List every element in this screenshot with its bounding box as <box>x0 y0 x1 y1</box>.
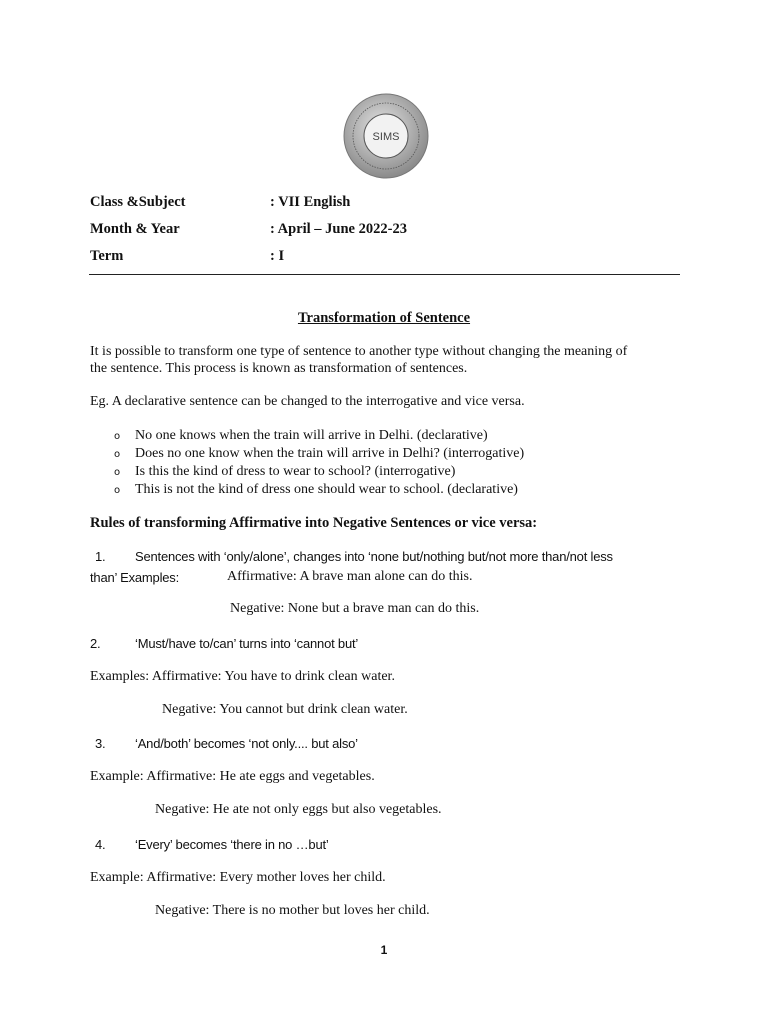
rule-1-negative: Negative: None but a brave man can do this. <box>230 601 480 616</box>
bullet-marker: o <box>114 485 121 496</box>
header-divider <box>89 274 680 275</box>
rule-2-affirmative: Examples: Affirmative: You have to drink clean water. <box>90 669 395 684</box>
rule-3-negative: Negative: He ate not only eggs but also vegetables. <box>155 802 442 817</box>
bullet-item-2: Does no one know when the train will arrive in Delhi? (interrogative) <box>135 446 525 461</box>
rule-1-affirmative: Affirmative: A brave man alone can do this. <box>227 569 473 584</box>
document-title: Transformation of Sentence <box>297 310 471 326</box>
rule-4-negative: Negative: There is no mother but loves her child. <box>155 903 430 918</box>
bullet-item-3: Is this the kind of dress to wear to school? (interrogative) <box>135 464 456 479</box>
rules-heading: Rules of transforming Affirmative into Negative Sentences or vice versa: <box>90 515 538 531</box>
rule-1-continuation: than’ Examples: <box>90 570 180 585</box>
rule-4-text: ‘Every’ becomes ‘there in no …but’ <box>135 837 329 852</box>
rule-4-number: 4. <box>95 837 106 852</box>
page-number: 1 <box>380 943 388 957</box>
bullet-marker: o <box>114 449 121 460</box>
rule-2-number: 2. <box>90 636 101 651</box>
class-subject-value: : VII English <box>270 194 351 210</box>
school-logo <box>343 93 429 179</box>
rule-1-text: Sentences with ‘only/alone’, changes into ‘none but/nothing but/not more than/not less <box>135 549 613 564</box>
rule-4-affirmative: Example: Affirmative: Every mother loves her child. <box>90 870 386 885</box>
rule-3-number: 3. <box>95 736 106 751</box>
bullet-item-4: This is not the kind of dress one should wear to school. (declarative) <box>135 482 518 497</box>
term-label: Term <box>90 248 124 264</box>
example-line: Eg. A declarative sentence can be changed to the interrogative and vice versa. <box>90 394 525 409</box>
rule-2-text: ‘Must/have to/can’ turns into ‘cannot but’ <box>135 636 359 651</box>
month-year-label: Month & Year <box>90 221 180 237</box>
rule-3-text: ‘And/both’ becomes ‘not only.... but also’ <box>135 736 358 751</box>
class-subject-label: Class &Subject <box>90 194 186 210</box>
rule-3-affirmative: Example: Affirmative: He ate eggs and vegetables. <box>90 769 375 784</box>
term-value: : I <box>270 248 285 264</box>
rule-2-negative: Negative: You cannot but drink clean water. <box>162 702 408 717</box>
rule-1-number: 1. <box>95 549 106 564</box>
bullet-item-1: No one knows when the train will arrive in Delhi. (declarative) <box>135 428 488 443</box>
intro-line-1: It is possible to transform one type of sentence to another type without changing the meaning of <box>90 344 628 359</box>
intro-line-2: the sentence. This process is known as transformation of sentences. <box>90 361 468 376</box>
bullet-marker: o <box>114 467 121 478</box>
logo-text: SIMS <box>372 131 400 143</box>
month-year-value: : April – June 2022-23 <box>270 221 407 237</box>
bullet-marker: o <box>114 431 121 442</box>
